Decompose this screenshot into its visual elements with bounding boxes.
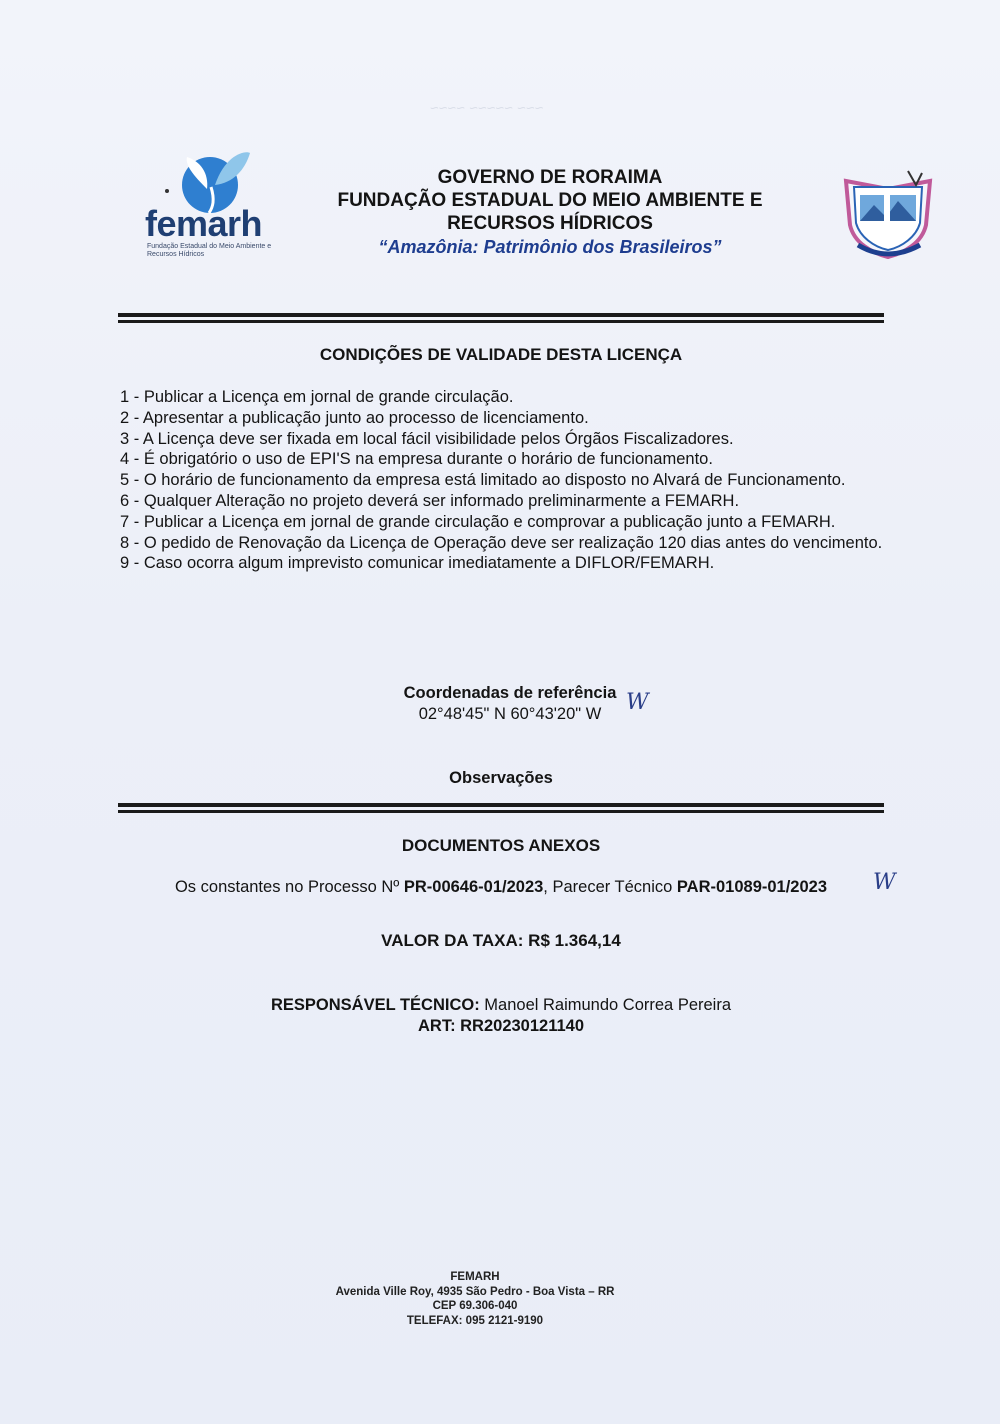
technical-responsible bbox=[118, 995, 884, 1037]
footer-address bbox=[260, 1270, 690, 1328]
handwritten-initials: W bbox=[626, 690, 649, 715]
government-title: GOVERNO DE RORAIMA bbox=[437, 167, 663, 188]
condition-item: 7 - Publicar a Licença em jornal de grande circulação e comprovar a publicação junto a FEMARH. bbox=[120, 512, 836, 531]
documents-middle: , Parecer Técnico bbox=[543, 878, 677, 896]
responsible-label: RESPONSÁVEL TÉCNICO: bbox=[270, 996, 480, 1014]
documents-title: DOCUMENTOS ANEXOS bbox=[401, 836, 601, 855]
documents-prefix: Os constantes no Processo Nº bbox=[174, 878, 404, 896]
bleed-through-text: ~~~ ~~~~~ ~~~~ bbox=[430, 100, 544, 117]
foundation-title-line2: RECURSOS HÍDRICOS bbox=[447, 213, 653, 234]
observations-label: Observações bbox=[449, 769, 553, 787]
reference-coordinates bbox=[300, 683, 720, 725]
condition-item: 9 - Caso ocorra algum imprevisto comunicar imediatamente a DIFLOR/FEMARH. bbox=[120, 554, 715, 573]
femarh-logo bbox=[145, 145, 285, 260]
conditions-title: CONDIÇÕES DE VALIDADE DESTA LICENÇA bbox=[319, 345, 683, 364]
condition-item: 8 - O pedido de Renovação da Licença de Operação deve ser realização 120 dias antes do vencimento. bbox=[120, 533, 883, 552]
motto: “Amazônia: Patrimônio dos Brasileiros” bbox=[378, 237, 722, 257]
footer-cep: CEP 69.306-040 bbox=[432, 1300, 518, 1312]
footer-org: FEMARH bbox=[450, 1271, 500, 1283]
coordinates-label: Coordenadas de referência bbox=[403, 684, 617, 702]
coat-of-arms-icon bbox=[838, 165, 938, 265]
process-number: PR-00646-01/2023 bbox=[403, 878, 544, 896]
document-header bbox=[300, 166, 800, 259]
fee-amount: VALOR DA TAXA: R$ 1.364,14 bbox=[381, 931, 621, 950]
art-number: ART: RR20230121140 bbox=[417, 1017, 585, 1035]
condition-item: 5 - O horário de funcionamento da empresa está limitado ao disposto no Alvará de Funcionamento. bbox=[120, 471, 846, 490]
coordinates-value: 02°48'45" N 60°43'20" W bbox=[418, 705, 602, 723]
handwritten-initials: W bbox=[873, 870, 896, 895]
observations-divider bbox=[118, 803, 884, 813]
condition-item: 1 - Publicar a Licença em jornal de grande circulação. bbox=[120, 388, 514, 406]
header-divider bbox=[118, 313, 884, 323]
femarh-logo-subtitle: Fundação Estadual do Meio Ambiente e Recursos Hídricos bbox=[147, 243, 272, 258]
femarh-logo-wordmark: femarh bbox=[145, 203, 263, 244]
footer-phone: TELEFAX: 095 2121-9190 bbox=[406, 1314, 544, 1327]
conditions-list bbox=[120, 387, 886, 574]
condition-item: 4 - É obrigatório o uso de EPI'S na empresa durante o horário de funcionamento. bbox=[120, 450, 713, 469]
condition-item: 2 - Apresentar a publicação junto ao processo de licenciamento. bbox=[120, 408, 589, 427]
foundation-title-line1: FUNDAÇÃO ESTADUAL DO MEIO AMBIENTE E bbox=[337, 190, 763, 211]
footer-street: Avenida Ville Roy, 4935 São Pedro - Boa Vista – RR bbox=[335, 1285, 615, 1298]
condition-item: 6 - Qualquer Alteração no projeto deverá ser informado preliminarmente a FEMARH. bbox=[120, 491, 740, 510]
documents-reference bbox=[118, 878, 884, 897]
technical-opinion-number: PAR-01089-01/2023 bbox=[676, 878, 828, 896]
condition-item: 3 - A Licença deve ser fixada em local fácil visibilidade pelos Órgãos Fiscalizadores. bbox=[120, 429, 734, 448]
roraima-coat-of-arms bbox=[838, 165, 938, 265]
responsible-name: Manoel Raimundo Correa Pereira bbox=[479, 996, 732, 1014]
